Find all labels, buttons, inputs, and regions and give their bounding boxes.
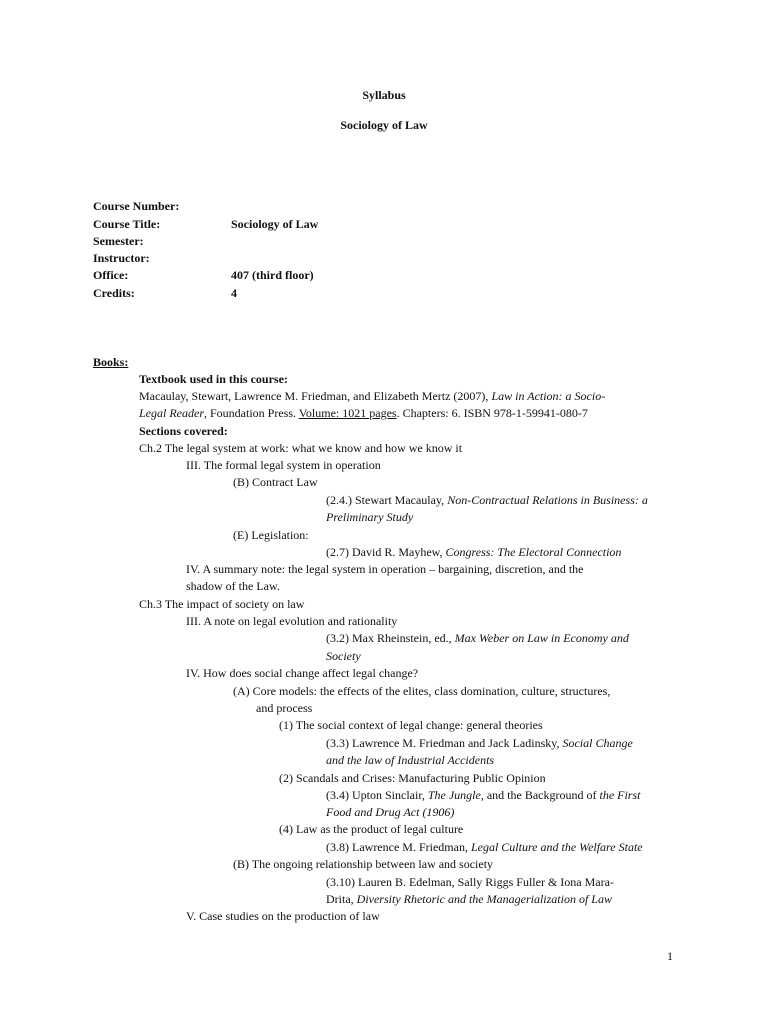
outline-ch2-iii-e: (E) Legislation: [233,528,309,542]
outline-ch3-v: V. Case studies on the production of law [186,909,380,923]
reading-2-4: (2.4.) Stewart Macaulay, Non-Contractual Relations in Business: a [326,493,648,507]
office-value: 407 (third floor) [231,268,314,282]
reading-3-10-cont: Drita, Diversity Rhetoric and the Managerialization of Law [326,892,612,906]
reading-3-4: (3.4) Upton Sinclair, The Jungle, and the Background of the First [326,788,641,802]
outline-ch3-iv-a-2: (2) Scandals and Crises: Manufacturing Public Opinion [279,771,546,785]
textbook-heading: Textbook used in this course: [139,372,288,386]
reading-3-3: (3.3) Lawrence M. Friedman and Jack Ladinsky, Social Change [326,736,633,750]
course-title-label: Course Title: [93,217,161,231]
outline-ch3-iv-a-cont: and process [256,701,313,715]
outline-ch3-iv-b: (B) The ongoing relationship between law and society [233,857,494,871]
outline-ch2: Ch.2 The legal system at work: what we know and how we know it [139,441,463,455]
outline-ch3-iv-a-4: (4) Law as the product of legal culture [279,822,464,836]
outline-ch3: Ch.3 The impact of society on law [139,597,305,611]
citation-line-2: Legal Reader, Foundation Press. Volume: 1021 pages. Chapters: 6. ISBN 978-1-59941-080-7 [139,406,588,420]
reading-2-7: (2.7) David R. Mayhew, Congress: The Electoral Connection [326,545,622,559]
document-subtitle: Sociology of Law [340,118,428,132]
semester-label: Semester: [93,234,144,248]
outline-ch2-iv: IV. A summary note: the legal system in operation – bargaining, discretion, and the [186,562,584,576]
sections-heading: Sections covered: [139,424,228,438]
reading-3-8: (3.8) Lawrence M. Friedman, Legal Culture and the Welfare State [326,840,643,854]
credits-label: Credits: [93,286,135,300]
reading-3-3-cont: and the law of Industrial Accidents [326,753,495,767]
outline-ch2-iv-cont: shadow of the Law. [186,579,280,593]
outline-ch3-iv-a: (A) Core models: the effects of the elites, class domination, culture, structures, [233,684,611,698]
citation-line-1: Macaulay, Stewart, Lawrence M. Friedman, and Elizabeth Mertz (2007), Law in Action: a Socio- [139,389,606,403]
page-number: 1 [667,949,673,963]
outline-ch2-iii: III. The formal legal system in operation [186,458,381,472]
books-heading: Books: [93,355,129,369]
reading-2-4-cont: Preliminary Study [326,510,414,524]
office-label: Office: [93,268,129,282]
outline-ch3-iv-a-1: (1) The social context of legal change: general theories [279,718,543,732]
reading-3-2: (3.2) Max Rheinstein, ed., Max Weber on Law in Economy and [326,631,629,645]
document-title: Syllabus [362,88,406,102]
outline-ch3-iv: IV. How does social change affect legal change? [186,666,419,680]
outline-ch2-iii-b: (B) Contract Law [233,475,318,489]
instructor-label: Instructor: [93,251,150,265]
reading-3-10: (3.10) Lauren B. Edelman, Sally Riggs Fuller & Iona Mara- [326,875,614,889]
course-title-value: Sociology of Law [231,217,319,231]
course-number-label: Course Number: [93,199,180,213]
reading-3-4-cont: Food and Drug Act (1906) [326,805,455,819]
outline-ch3-iii: III. A note on legal evolution and rationality [186,614,398,628]
credits-value: 4 [231,286,237,300]
reading-3-2-cont: Society [326,649,361,663]
